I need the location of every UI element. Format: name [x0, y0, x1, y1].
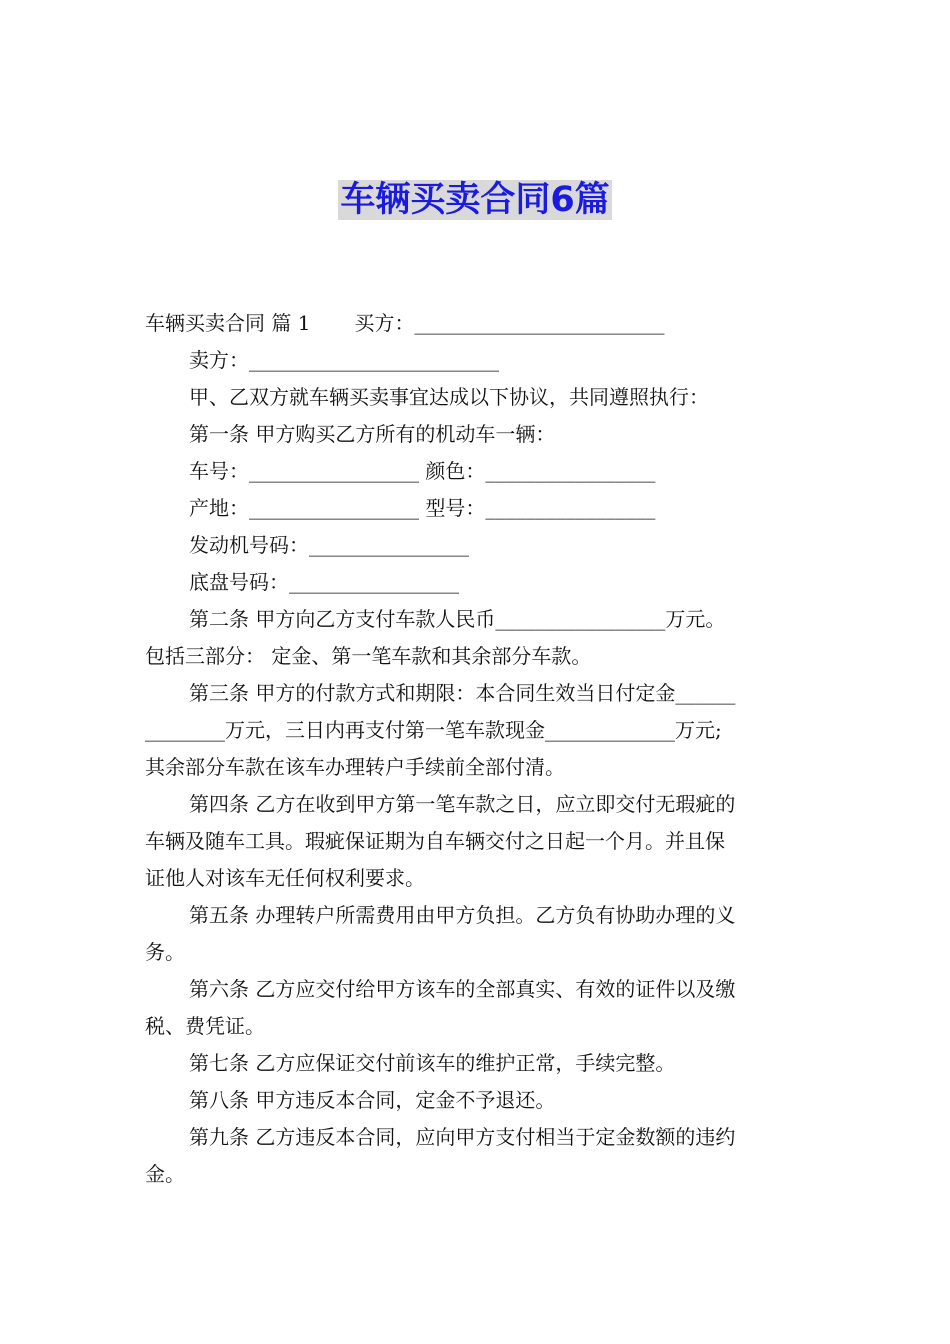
article-9-line-2: 金。	[145, 1162, 185, 1186]
article-7: 第七条 乙方应保证交付前该车的维护正常，手续完整。	[189, 1051, 676, 1075]
agreement-intro: 甲、乙双方就车辆买卖事宜达成以下协议，共同遵照执行：	[189, 385, 709, 409]
article-5: 第五条 办理转户所需费用由甲方负担。乙方负有协助办理的义	[189, 903, 736, 927]
article-4: 第四条 乙方在收到甲方第一笔车款之日，应立即交付无瑕疵的	[189, 792, 736, 816]
engine-number-field: 发动机号码：________________	[189, 533, 469, 557]
article-6: 第六条 乙方应交付给甲方该车的全部真实、有效的证件以及缴	[189, 977, 736, 1001]
buyer-field: 买方：_________________________	[354, 311, 665, 335]
article-8: 第八条 甲方违反本合同，定金不予退还。	[189, 1088, 556, 1112]
plate-color-fields: 车号：_________________ 颜色：_________________	[189, 459, 656, 483]
document-title-text: 车辆买卖合同6篇	[340, 180, 610, 220]
article-3: 第三条 甲方的付款方式和期限：本合同生效当日付定金______	[189, 681, 736, 705]
article-5-line-2: 务。	[145, 940, 185, 964]
article-1: 第一条 甲方购买乙方所有的机动车一辆：	[189, 422, 556, 446]
contract-subheading: 车辆买卖合同 篇 1	[145, 311, 311, 335]
article-3-line-3: 其余部分车款在该车办理转户手续前全部付清。	[145, 755, 565, 779]
article-4-line-3: 证他人对该车无任何权利要求。	[145, 866, 425, 890]
article-6-line-2: 税、费凭证。	[145, 1014, 265, 1038]
article-2: 第二条 甲方向乙方支付车款人民币_________________万元。	[189, 607, 726, 631]
chassis-number-field: 底盘号码：_________________	[189, 570, 459, 594]
origin-model-fields: 产地：_________________ 型号：_________________	[189, 496, 656, 520]
article-2-continued: 包括三部分： 定金、第一笔车款和其余部分车款。	[145, 644, 592, 668]
document-title	[0, 176, 950, 224]
seller-field: 卖方：_________________________	[189, 348, 499, 372]
article-3-line-2: ________万元，三日内再支付第一笔车款现金_____________万元;	[145, 718, 722, 742]
contract-heading-line	[145, 305, 807, 342]
article-9: 第九条 乙方违反本合同，应向甲方支付相当于定金数额的违约	[189, 1125, 736, 1149]
document-body	[145, 305, 807, 1193]
article-4-line-2: 车辆及随车工具。瑕疵保证期为自车辆交付之日起一个月。并且保	[145, 829, 725, 853]
